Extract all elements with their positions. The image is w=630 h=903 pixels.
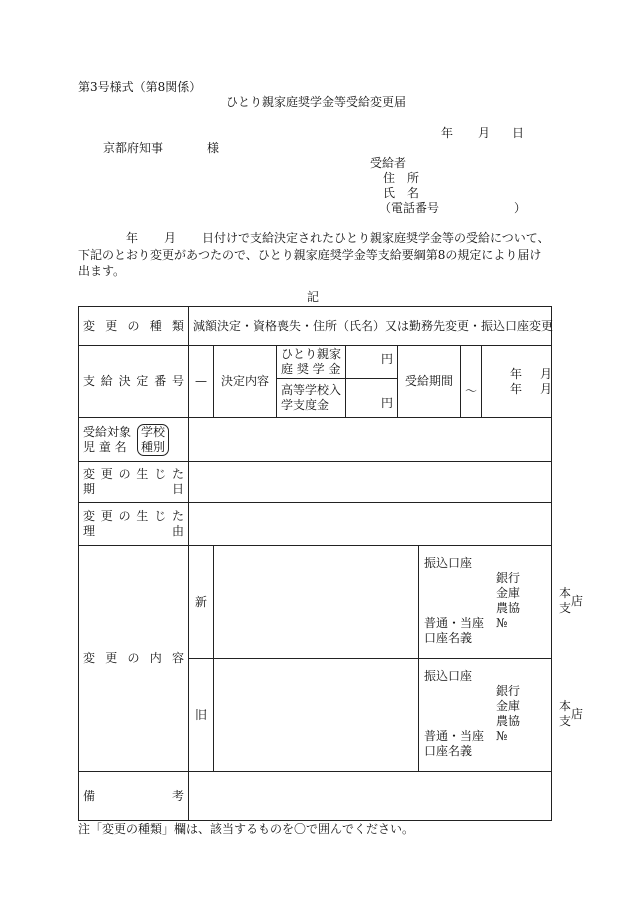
statement-body: 日付けで支給決定されたひとり親家庭奨学金等の受給について、下記のとおり変更があつたので、ひとり親家庭奨学金等支給要綱第8の規定により届け出ます。 — [78, 231, 550, 278]
allowance-amount[interactable]: 円 — [346, 379, 398, 418]
decision-content-label: 決定内容 — [214, 346, 277, 418]
new-label: 新 — [189, 546, 214, 659]
addressee: 京都府知事 — [103, 141, 164, 155]
form-number: 第3号様式（第8関係） — [78, 80, 202, 94]
statement-month: 月 — [164, 231, 177, 245]
row-change-reason — [79, 503, 552, 546]
row-change-new — [79, 546, 552, 659]
date-day-label: 日 — [512, 126, 525, 140]
scholarship-amount[interactable]: 円 — [346, 346, 398, 379]
change-reason-label: 変 更 の 生 じ た 理 由 — [79, 503, 189, 546]
period-tilde: ～ — [461, 346, 482, 418]
row-child-name — [79, 418, 552, 462]
school-type-label: 学校 種別 — [137, 424, 169, 456]
change-content-label: 変 更 の 内 容 — [79, 546, 189, 772]
child-name-field[interactable] — [189, 418, 552, 462]
decision-dash: — — [189, 346, 214, 418]
change-date-field[interactable] — [189, 462, 552, 503]
receipt-period-dates[interactable]: 年 月 年 月 — [482, 346, 552, 418]
decision-number-label: 支 給 決 定 番 号 — [79, 346, 189, 418]
ki-heading: 記 — [307, 290, 320, 304]
row-decision-number — [79, 346, 552, 379]
change-type-label: 変 更 の 種 類 — [79, 307, 189, 346]
single-parent-scholarship-label: ひとり親家 庭 奨 学 金 — [277, 346, 346, 379]
high-school-allowance-label: 高等学校入 学支度金 — [277, 379, 346, 418]
change-form-table — [78, 306, 584, 821]
row-change-date — [79, 462, 552, 503]
form-title: ひとり親家庭奨学金等受給変更届 — [226, 95, 407, 109]
statement-paragraph — [78, 230, 550, 280]
change-type-options[interactable]: 減額決定・資格喪失・住所（氏名）又は勤務先変更・振込口座変更 — [189, 307, 552, 346]
old-bank-account[interactable]: 振込口座 銀行 金庫 農協 本 店 支 普通・当座 № 口座名義 — [419, 659, 552, 772]
applicant-heading: 受給者 — [370, 156, 407, 170]
new-content-field[interactable] — [214, 546, 419, 659]
honorific: 様 — [207, 141, 220, 155]
remarks-label: 備 考 — [79, 772, 189, 821]
footnote: 注「変更の種類」欄は、該当するものを〇で囲んでください。 — [78, 822, 415, 836]
row-change-type — [79, 307, 552, 346]
old-content-field[interactable] — [214, 659, 419, 772]
change-date-label: 変 更 の 生 じ た 期 日 — [79, 462, 189, 503]
old-label: 旧 — [189, 659, 214, 772]
change-reason-field[interactable] — [189, 503, 552, 546]
phone-close: ） — [514, 201, 527, 215]
remarks-field[interactable] — [189, 772, 552, 821]
statement-year: 年 — [126, 231, 139, 245]
child-name-label: 受給対象 児 童 名 学校 種別 — [79, 418, 189, 462]
row-remarks — [79, 772, 552, 821]
new-bank-account[interactable]: 振込口座 銀行 金庫 農協 本 店 支 普通・当座 № 口座名義 — [419, 546, 552, 659]
address-label: 住 所 — [383, 171, 420, 185]
date-year-label: 年 — [441, 126, 454, 140]
receipt-period-label: 受給期間 — [398, 346, 461, 418]
date-month-label: 月 — [478, 126, 491, 140]
phone-label: （電話番号 — [379, 201, 440, 215]
name-label: 氏 名 — [383, 186, 420, 200]
